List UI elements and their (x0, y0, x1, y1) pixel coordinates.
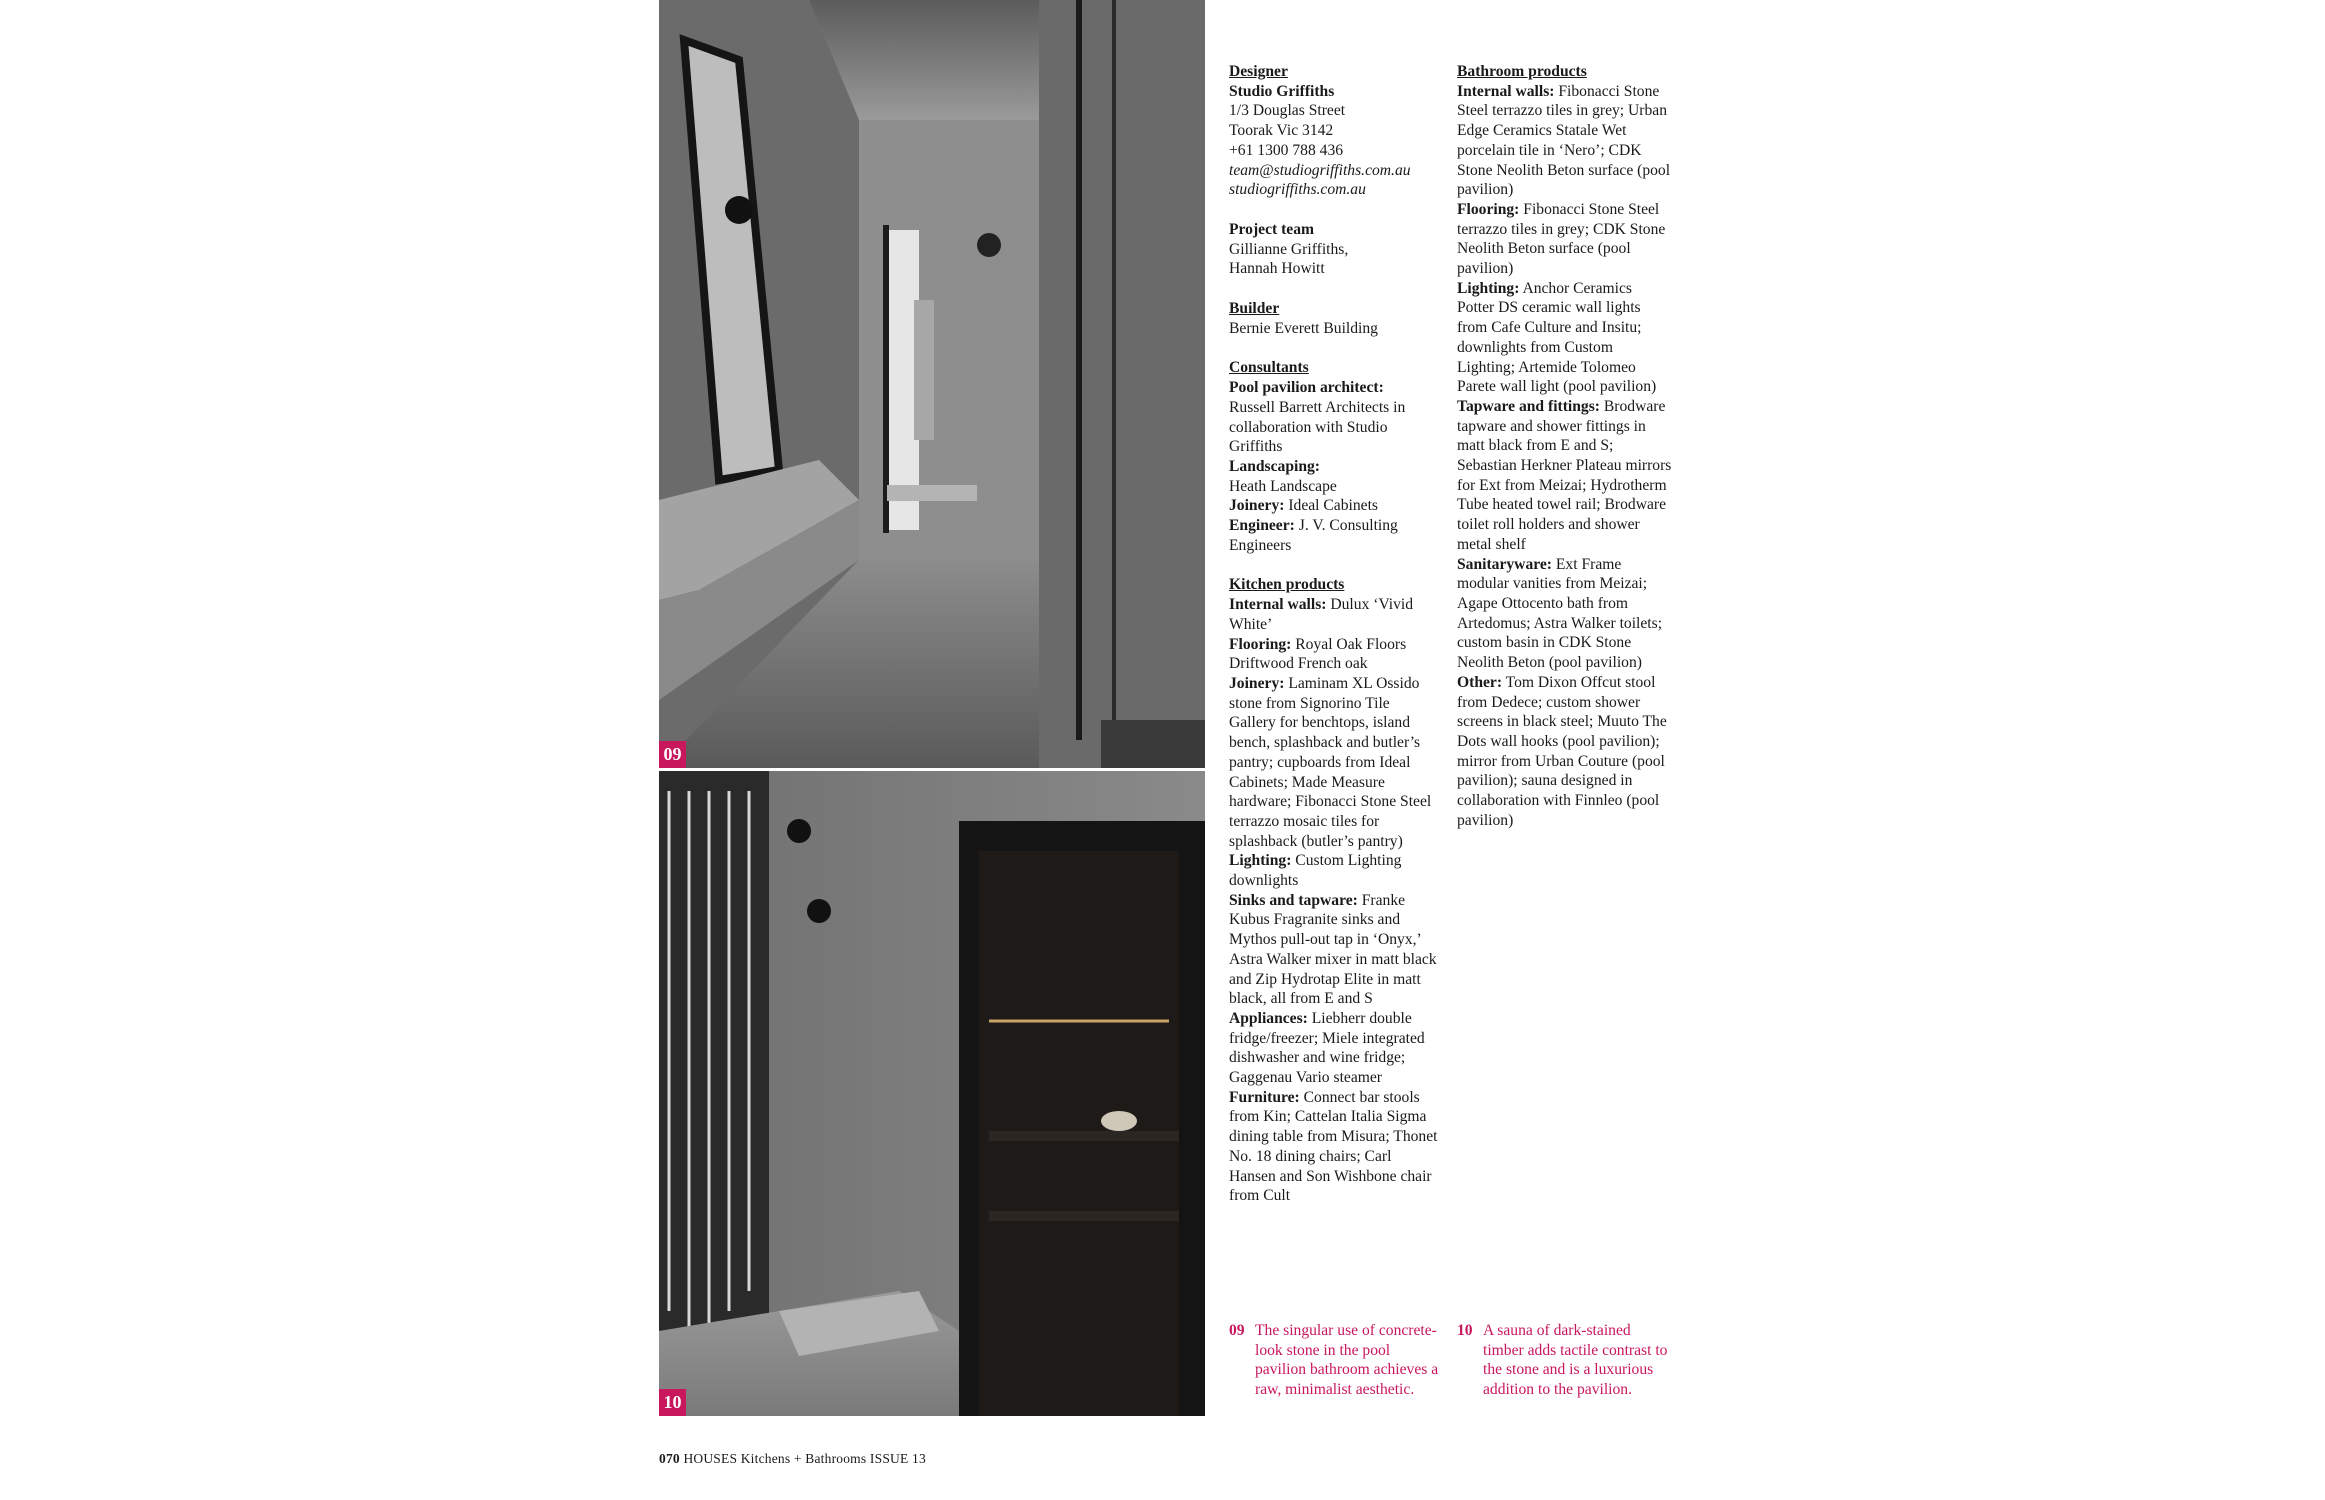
product-entry-value: Brodware tapware and shower fittings in matt black from E and S; Sebastian Herkner Plateau mirrors for Ext from Meizai; Hydrotherm Tube heated towel rail; Brodware toilet roll holders and shower metal shelf (1457, 397, 1672, 553)
pool-architect-value: Russell Barrett Architects in collaboration with Studio Griffiths (1229, 398, 1406, 456)
product-entry-value: Fibonacci Stone Steel terrazzo tiles in grey; Urban Edge Ceramics Statale Wet porcelain tile in ‘Nero’; CDK Stone Neolith Beton surface (pool pavilion) (1457, 82, 1671, 199)
product-entry-label: Other: (1457, 673, 1503, 691)
project-team-line1: Gillianne Griffiths, (1229, 240, 1349, 258)
sauna-photo-illustration (659, 771, 1205, 1416)
product-entry-value: Royal Oak Floors Driftwood French oak (1229, 635, 1407, 673)
product-entry-label: Appliances: (1229, 1009, 1308, 1027)
page-footer (659, 1451, 926, 1467)
engineer-value: J. V. Consulting Engineers (1229, 517, 1398, 554)
product-entry (1229, 1088, 1439, 1206)
product-entry-value: Dulux ‘Vivid White’ (1229, 596, 1414, 633)
product-entry-label: Sinks and tapware: (1229, 891, 1358, 909)
product-entry-label: Joinery: (1229, 674, 1285, 692)
product-entry-label: Furniture: (1229, 1088, 1300, 1106)
caption-text: The singular use of concrete-look stone in the pool pavilion bathroom achieves a raw, minimalist aesthetic. (1255, 1322, 1439, 1399)
joinery-value: Ideal Cabinets (1288, 497, 1378, 515)
product-entry-label: Internal walls: (1457, 82, 1555, 100)
product-entry-value: Laminam XL Ossido stone from Signorino Tile Gallery for benchtops, island bench, splashback and butler’s pantry; cupboards from Ideal Cabinets; Made Measure hardware; Fibonacci Stone Steel terrazzo mosaic tiles for splashback (butler’s pantry) (1229, 674, 1432, 850)
product-entry-label: Lighting: (1229, 852, 1292, 870)
project-team-heading: Project team (1229, 220, 1314, 238)
sauna-photo (659, 771, 1205, 1416)
product-entry (1457, 673, 1673, 831)
landscaping-value: Heath Landscape (1229, 477, 1337, 495)
credits-column-right (1457, 62, 1673, 830)
bathroom-products-list (1457, 82, 1673, 831)
product-entry-label: Sanitaryware: (1457, 555, 1552, 573)
photo-number-badge: 09 (659, 741, 686, 768)
project-team-line2: Hannah Howitt (1229, 260, 1325, 278)
bathroom-photo (659, 0, 1205, 768)
caption-09 (1229, 1321, 1441, 1400)
product-entry-label: Flooring: (1229, 635, 1292, 653)
product-entry-label: Tapware and fittings: (1457, 397, 1600, 415)
product-entry (1229, 1009, 1439, 1088)
product-entry-value: Ext Frame modular vanities from Meizai; Agape Ottocento bath from Artedomus; Astra Walker toilets; custom basin in CDK Stone Neolith Beton (pool pavilion) (1457, 555, 1663, 672)
product-entry (1457, 82, 1673, 200)
kitchen-products-list (1229, 595, 1439, 1206)
consultants-heading: Consultants (1229, 359, 1309, 377)
product-entry (1457, 555, 1673, 673)
engineer-consultant (1229, 516, 1439, 555)
engineer-label: Engineer: (1229, 517, 1295, 535)
joinery-consultant (1229, 496, 1439, 516)
designer-phone: +61 1300 788 436 (1229, 141, 1344, 159)
pool-architect-label: Pool pavilion architect: (1229, 379, 1384, 397)
product-entry-label: Lighting: (1457, 279, 1520, 297)
page-number: 070 (659, 1451, 680, 1466)
caption-number: 09 (1229, 1322, 1245, 1339)
issue-number: ISSUE 13 (869, 1451, 926, 1466)
magazine-name: HOUSES (683, 1451, 738, 1466)
product-entry (1229, 595, 1439, 634)
designer-heading: Designer (1229, 63, 1288, 80)
designer-website: studiogriffiths.com.au (1229, 181, 1366, 199)
product-entry-value: Anchor Ceramics Potter DS ceramic wall lights from Cafe Culture and Insitu; downlights from Custom Lighting; Artemide Tolomeo Parete wall light (pool pavilion) (1457, 279, 1657, 396)
product-entry-value: Fibonacci Stone Steel terrazzo tiles in grey; CDK Stone Neolith Beton surface (pool pavilion) (1457, 200, 1666, 278)
bathroom-photo-illustration (659, 0, 1205, 768)
product-entry (1229, 635, 1439, 674)
product-entry-value: Connect bar stools from Kin; Cattelan Italia Sigma dining table from Misura; Thonet No. 18 dining chairs; Carl Hansen and Son Wishbone chair from Cult (1229, 1088, 1438, 1205)
product-entry-label: Flooring: (1457, 200, 1520, 218)
designer-address-line2: Toorak Vic 3142 (1229, 122, 1334, 140)
product-entry (1457, 200, 1673, 279)
product-entry-value: Liebherr double fridge/freezer; Miele integrated dishwasher and wine fridge; Gaggenau Vario steamer (1229, 1009, 1425, 1087)
kitchen-products-heading: Kitchen products (1229, 576, 1345, 594)
product-entry-value: Franke Kubus Fragranite sinks and Mythos pull-out tap in ‘Onyx,’ Astra Walker mixer in matt black and Zip Hydrotap Elite in matt black, all from E and S (1229, 891, 1437, 1008)
designer-address-line1: 1/3 Douglas Street (1229, 102, 1346, 120)
product-entry (1229, 674, 1439, 851)
caption-number: 10 (1457, 1322, 1473, 1339)
product-entry-value: Custom Lighting downlights (1229, 852, 1402, 890)
section-name: Kitchens + Bathrooms (740, 1451, 867, 1466)
product-entry (1229, 891, 1439, 1009)
builder-heading: Builder (1229, 300, 1280, 318)
designer-email: team@studiogriffiths.com.au (1229, 161, 1411, 179)
joinery-label: Joinery: (1229, 497, 1285, 515)
product-entry-label: Internal walls: (1229, 596, 1327, 614)
landscaping-label: Landscaping: (1229, 457, 1320, 475)
credits-column-left (1229, 62, 1439, 1206)
designer-name: Studio Griffiths (1229, 82, 1335, 100)
product-entry (1229, 851, 1439, 890)
product-entry-value: Tom Dixon Offcut stool from Dedece; custom shower screens in black steel; Muuto The Dots wall hooks (pool pavilion); mirror from Urban Couture (pool pavilion); sauna designed in collaboration with Finnleo (pool pavilion) (1457, 673, 1667, 829)
caption-10 (1457, 1321, 1669, 1400)
photo-number-badge: 10 (659, 1389, 686, 1416)
builder-name: Bernie Everett Building (1229, 319, 1378, 337)
product-entry (1457, 279, 1673, 397)
bathroom-products-heading: Bathroom products (1457, 63, 1587, 80)
caption-text: A sauna of dark-stained timber adds tactile contrast to the stone and is a luxurious addition to the pavilion. (1483, 1322, 1668, 1399)
product-entry (1457, 397, 1673, 555)
